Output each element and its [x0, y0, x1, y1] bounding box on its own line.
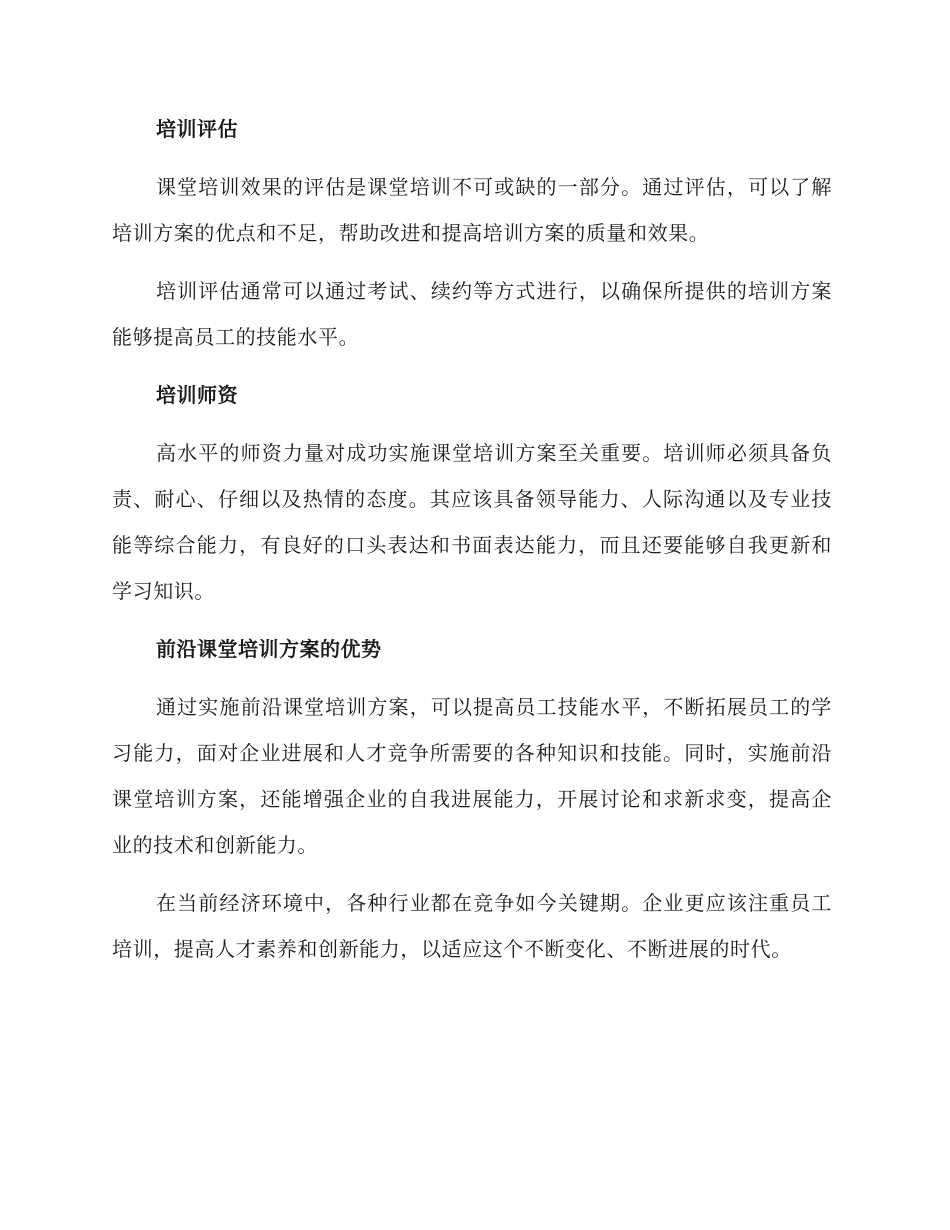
paragraph: 课堂培训效果的评估是课堂培训不可或缺的一部分。通过评估，可以了解培训方案的优点和不足，帮助改进和提高培训方案的质量和效果。: [112, 175, 832, 245]
document-page: [112, 106, 832, 984]
paragraph: 高水平的师资力量对成功实施课堂培训方案至关重要。培训师必须具备负责、耐心、仔细以及热情的态度。其应该具备领导能力、人际沟通以及专业技能等综合能力，有良好的口头表达和书面表达能力，而且还要能够自我更新和学习知识。: [112, 441, 832, 603]
paragraph: 在当前经济环境中，各种行业都在竞争如今关键期。企业更应该注重员工培训，提高人才素养和创新能力，以适应这个不断变化、不断进展的时代。: [112, 891, 832, 961]
paragraph: 培训评估通常可以通过考试、续约等方式进行，以确保所提供的培训方案能够提高员工的技能水平。: [112, 279, 832, 349]
section-heading-training-evaluation: 培训评估: [156, 117, 238, 141]
paragraph: 通过实施前沿课堂培训方案，可以提高员工技能水平，不断拓展员工的学习能力，面对企业进展和人才竞争所需要的各种知识和技能。同时，实施前沿课堂培训方案，还能增强企业的自我进展能力，开展讨论和求新求变，提高企业的技术和创新能力。: [112, 695, 832, 857]
section-heading-advantages: 前沿课堂培训方案的优势: [156, 637, 382, 661]
section-heading-training-faculty: 培训师资: [156, 383, 238, 407]
